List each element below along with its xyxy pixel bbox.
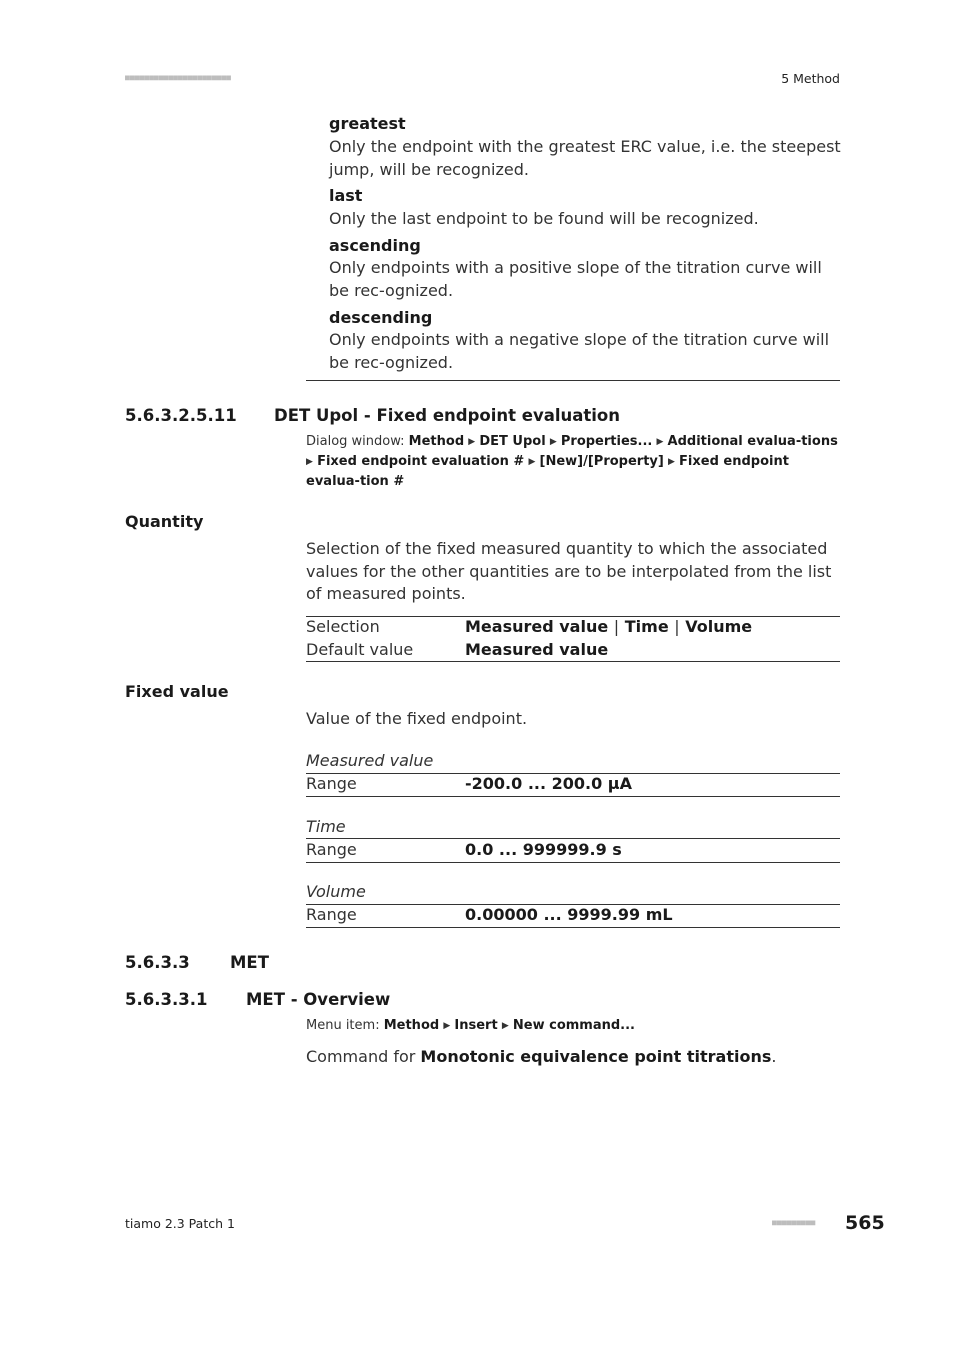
command-name: Monotonic equivalence point titrations bbox=[420, 1047, 772, 1066]
table-key: Range bbox=[306, 840, 357, 859]
table-row-range bbox=[306, 904, 840, 927]
table-key: Range bbox=[306, 774, 357, 793]
path-item: Properties... bbox=[560, 434, 653, 449]
table-value: 0.00000 ... 9999.99 mL bbox=[465, 905, 673, 924]
quantity-description: Selection of the fixed measured quantity to which the associated values for the other quantities are to be interpolated from the list of measured points. bbox=[306, 539, 832, 603]
separator: | bbox=[674, 617, 680, 636]
option-term-greatest: greatest bbox=[329, 114, 406, 133]
page-number: 565 bbox=[845, 1212, 885, 1234]
table-value: -200.0 ... 200.0 µA bbox=[465, 774, 632, 793]
selection-option: Time bbox=[624, 617, 669, 636]
header-decoration: ■■■■■■■■■■■■■■■■■■■■■■ bbox=[125, 73, 231, 82]
product-name: tiamo 2.3 Patch 1 bbox=[125, 1216, 235, 1231]
path-label: Dialog window: bbox=[306, 434, 405, 449]
table-value: Measured value bbox=[465, 640, 609, 659]
path-item: New command... bbox=[512, 1018, 635, 1033]
path-arrow-icon: ▶ bbox=[443, 1021, 451, 1031]
path-item: [New]/[Property] bbox=[539, 454, 664, 469]
path-item: Method bbox=[408, 434, 465, 449]
param-label-quantity: Quantity bbox=[125, 512, 204, 531]
section-number: 5.6.3.2.5.11 bbox=[125, 406, 237, 425]
range-caption: Measured value bbox=[306, 751, 434, 770]
path-item: DET Upol bbox=[479, 434, 546, 449]
option-desc-ascending: Only endpoints with a positive slope of the titration curve will be rec-ognized. bbox=[329, 258, 822, 300]
table-row-range bbox=[306, 839, 840, 862]
command-prefix: Command for bbox=[306, 1047, 421, 1066]
path-label: Menu item: bbox=[306, 1018, 380, 1033]
selection-option: Volume bbox=[685, 617, 753, 636]
options-divider bbox=[306, 380, 840, 381]
command-description bbox=[306, 1046, 840, 1069]
dialog-path bbox=[306, 432, 842, 492]
path-arrow-icon: ▶ bbox=[656, 437, 664, 447]
option-term-last: last bbox=[329, 186, 363, 205]
path-arrow-icon: ▶ bbox=[501, 1021, 509, 1031]
range-caption: Volume bbox=[306, 882, 366, 901]
section-number: 5.6.3.3.1 bbox=[125, 990, 208, 1009]
table-value: 0.0 ... 999999.9 s bbox=[465, 840, 622, 859]
range-caption: Time bbox=[306, 817, 346, 836]
table-row-selection bbox=[306, 616, 840, 639]
path-arrow-icon: ▶ bbox=[468, 437, 476, 447]
path-item: Insert bbox=[454, 1018, 498, 1033]
path-arrow-icon: ▶ bbox=[549, 437, 557, 447]
table-value bbox=[465, 616, 752, 638]
param-label-fixed-value: Fixed value bbox=[125, 682, 229, 701]
table-key: Selection bbox=[306, 617, 380, 636]
selection-option: Measured value bbox=[465, 617, 609, 636]
table-key: Range bbox=[306, 905, 357, 924]
option-desc-descending: Only endpoints with a negative slope of the titration curve will be rec-ognized. bbox=[329, 330, 830, 372]
fixed-value-description: Value of the fixed endpoint. bbox=[306, 709, 528, 728]
footer-decoration: ■■■■■■■■■ bbox=[772, 1218, 816, 1227]
path-item: Fixed endpoint evaluation # bbox=[317, 454, 525, 469]
command-suffix: . bbox=[771, 1047, 777, 1066]
table-bottom-rule bbox=[306, 862, 840, 863]
section-number: 5.6.3.3 bbox=[125, 953, 190, 972]
table-row-default bbox=[306, 639, 840, 662]
path-item: Additional evalua-tions bbox=[667, 434, 838, 449]
table-bottom-rule bbox=[306, 661, 840, 662]
table-key: Default value bbox=[306, 640, 414, 659]
path-item: Fixed endpoint evalua-tion # bbox=[306, 454, 789, 489]
option-desc-last: Only the last endpoint to be found will be recognized. bbox=[329, 209, 759, 228]
option-term-descending: descending bbox=[329, 308, 433, 327]
path-arrow-icon: ▶ bbox=[528, 457, 536, 467]
menu-path bbox=[306, 1016, 842, 1036]
path-arrow-icon: ▶ bbox=[306, 457, 313, 467]
section-title: DET Upol - Fixed endpoint evaluation bbox=[274, 406, 620, 425]
path-arrow-icon: ▶ bbox=[667, 457, 675, 467]
option-desc-greatest: Only the endpoint with the greatest ERC value, i.e. the steepest jump, will be recognized. bbox=[329, 137, 841, 179]
section-title: MET - Overview bbox=[246, 990, 391, 1009]
separator: | bbox=[613, 617, 620, 636]
table-bottom-rule bbox=[306, 927, 840, 928]
table-bottom-rule bbox=[306, 796, 840, 797]
path-item: Method bbox=[383, 1018, 440, 1033]
option-term-ascending: ascending bbox=[329, 236, 421, 255]
chapter-title: 5 Method bbox=[781, 71, 840, 86]
table-row-range bbox=[306, 773, 840, 796]
section-title: MET bbox=[230, 953, 269, 972]
